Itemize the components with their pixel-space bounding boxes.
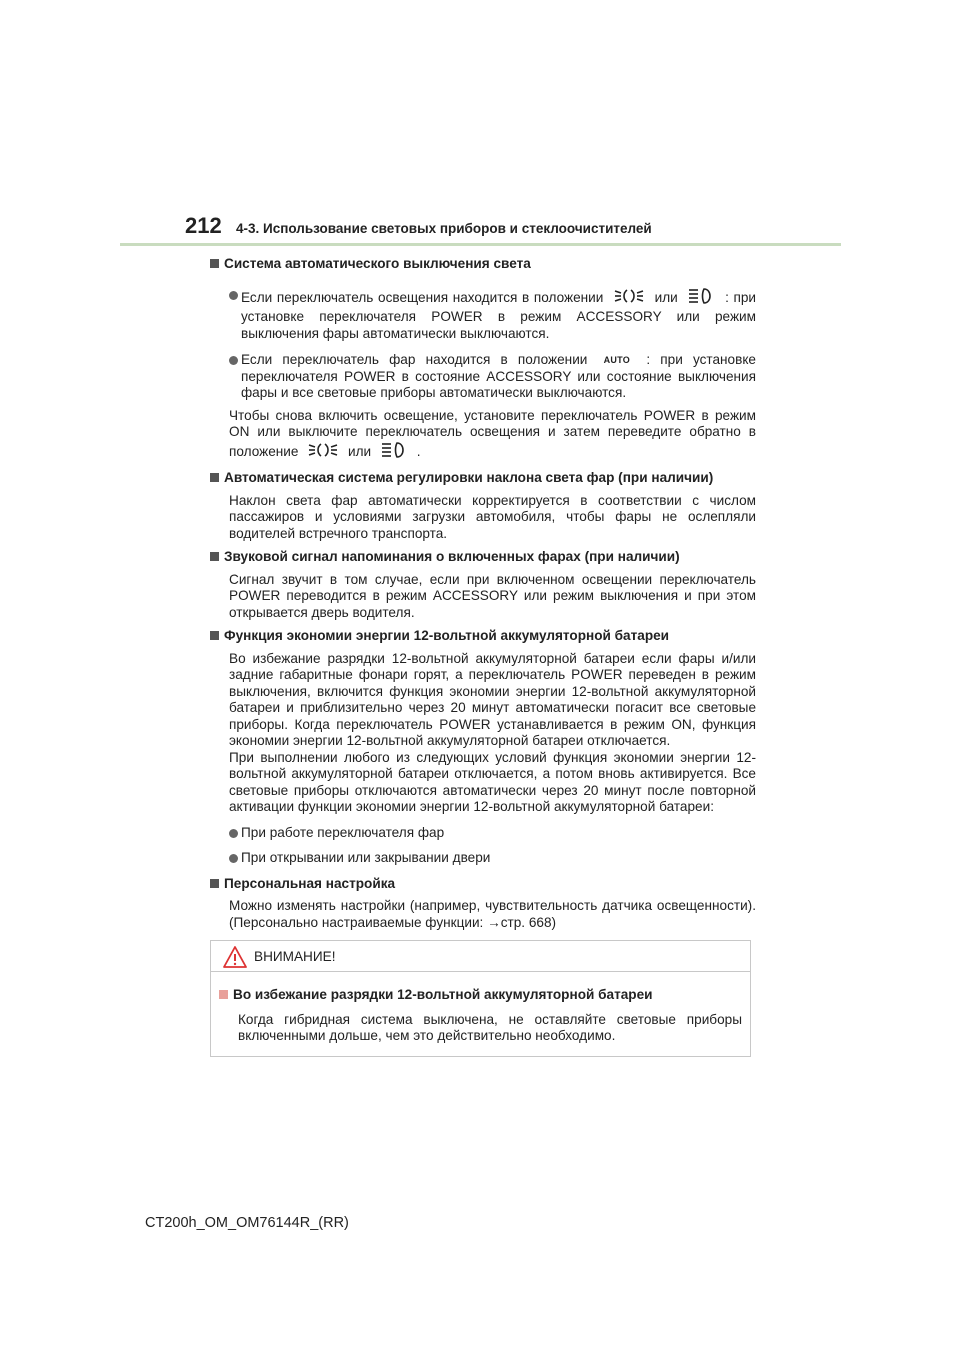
paragraph: Во избежание разрядки 12-вольтной аккумуляторной батареи если фары и/или задние габаритные фонари горят, а переключатель POWER переведен в режим выключения, включится функция экономии энергии 12-вольтной аккумуляторной батареи и приблизительно через 20 минут автоматически погасит все световые приборы. Когда переключатель POWER устанавливается в режим ON, функция экономии энергии 12-вольтной аккумуляторной батареи отключается. bbox=[229, 650, 756, 748]
header-rule bbox=[120, 243, 841, 246]
bullet-text: : при установке переключателя POWER в состояние ACCESSORY или состояние выключения фары и все световые приборы автоматически выключаются. bbox=[241, 352, 756, 400]
section-title: Функция экономии энергии 12-вольтной аккумуляторной батареи bbox=[224, 628, 670, 643]
paragraph-text: или bbox=[348, 443, 372, 459]
section-marker bbox=[219, 990, 228, 999]
headlight-icon bbox=[688, 287, 714, 310]
page-reference-link[interactable]: стр. 668) bbox=[500, 914, 557, 930]
bullet-text: : при установке переключателя POWER в режим ACCESSORY или режим выключения фары автоматически выключаются. bbox=[241, 289, 756, 341]
document-code: CT200h_OM_OM76144R_(RR) bbox=[145, 1215, 349, 1231]
paragraph: Наклон света фар автоматически корректируется в соответствии с числом пассажиров и условиями загрузки автомобиля, чтобы фары не ослепляли водителей встречного транспорта. bbox=[229, 492, 756, 541]
section-marker bbox=[210, 631, 219, 640]
warning-header bbox=[211, 941, 750, 972]
headlight-icon bbox=[381, 441, 407, 464]
section-title: Автоматическая система регулировки наклона света фар (при наличии) bbox=[224, 470, 714, 485]
section-customization bbox=[210, 876, 756, 893]
section-battery-saver bbox=[210, 628, 756, 645]
arrow-icon: → bbox=[487, 914, 501, 930]
warning-text: Когда гибридная система выключена, не оставляйте световые приборы включенными дольше, чем это действительно необходимо. bbox=[238, 1011, 742, 1043]
section-marker bbox=[210, 552, 219, 561]
warning-box bbox=[210, 940, 751, 1057]
paragraph: При выполнении любого из следующих условий функция экономии энергии 12-вольтной аккумуляторной батареи отключается, а потом вновь активируется. Все световые приборы отключаются автоматически через 20 минут после повторной активации функции экономии энергии 12-вольтной аккумуляторной батареи: bbox=[229, 749, 756, 814]
bullet-dot bbox=[229, 829, 238, 838]
bullet-dot bbox=[229, 356, 238, 365]
header-title: 4-3. Использование световых приборов и стеклоочистителей bbox=[236, 221, 652, 236]
section-marker bbox=[210, 879, 219, 888]
warning-triangle-icon bbox=[223, 946, 247, 973]
paragraph-text: Чтобы снова включить освещение, установите переключатель POWER в режим ON или выключите переключатель освещения и затем переведите обратно в положение bbox=[229, 407, 756, 459]
section-headlight-leveling bbox=[210, 470, 756, 487]
bullet-text: Если переключатель фар находится в положении bbox=[241, 352, 588, 367]
bullet-dot bbox=[229, 854, 238, 863]
bullet-item bbox=[229, 352, 756, 402]
section-marker bbox=[210, 259, 219, 268]
bullet-text: или bbox=[654, 289, 678, 305]
parking-light-icon bbox=[308, 441, 338, 464]
paragraph bbox=[229, 408, 756, 464]
warning-label: ВНИМАНИЕ! bbox=[254, 949, 336, 964]
bullet-text: При работе переключателя фар bbox=[241, 824, 445, 840]
bullet-item bbox=[229, 825, 756, 842]
warning-title-text: Во избежание разрядки 12-вольтной аккумуляторной батареи bbox=[233, 987, 653, 1002]
section-reminder-buzzer bbox=[210, 549, 756, 566]
warning-title bbox=[219, 987, 742, 1004]
parking-light-icon bbox=[614, 287, 644, 310]
section-title: Персональная настройка bbox=[224, 875, 396, 891]
section-marker bbox=[210, 473, 219, 482]
section-title: Звуковой сигнал напоминания о включенных фарах (при наличии) bbox=[224, 549, 680, 564]
bullet-dot bbox=[229, 291, 238, 300]
page-number: 212 bbox=[185, 213, 222, 238]
paragraph: Сигнал звучит в том случае, если при включенном освещении переключатель POWER переводится в режим ACCESSORY или режим выключения и при этом открывается дверь водителя. bbox=[229, 571, 756, 620]
warning-body bbox=[211, 972, 750, 1045]
bullet-item bbox=[229, 850, 756, 867]
section-auto-light-off bbox=[210, 256, 756, 273]
bullet-text: Если переключатель освещения находится в положении bbox=[241, 289, 604, 305]
bullet-item bbox=[229, 287, 756, 343]
paragraph-text: Можно изменять настройки (например, чувствительность датчика освещенности). (Персонально настраиваемые функции: bbox=[229, 898, 756, 930]
bullet-text: При открывании или закрывании двери bbox=[241, 850, 491, 865]
section-title: Система автоматического выключения света bbox=[224, 256, 531, 271]
auto-icon: AUTO bbox=[603, 355, 631, 365]
main-content bbox=[210, 256, 756, 931]
paragraph bbox=[229, 898, 756, 931]
paragraph-text: . bbox=[416, 443, 421, 459]
